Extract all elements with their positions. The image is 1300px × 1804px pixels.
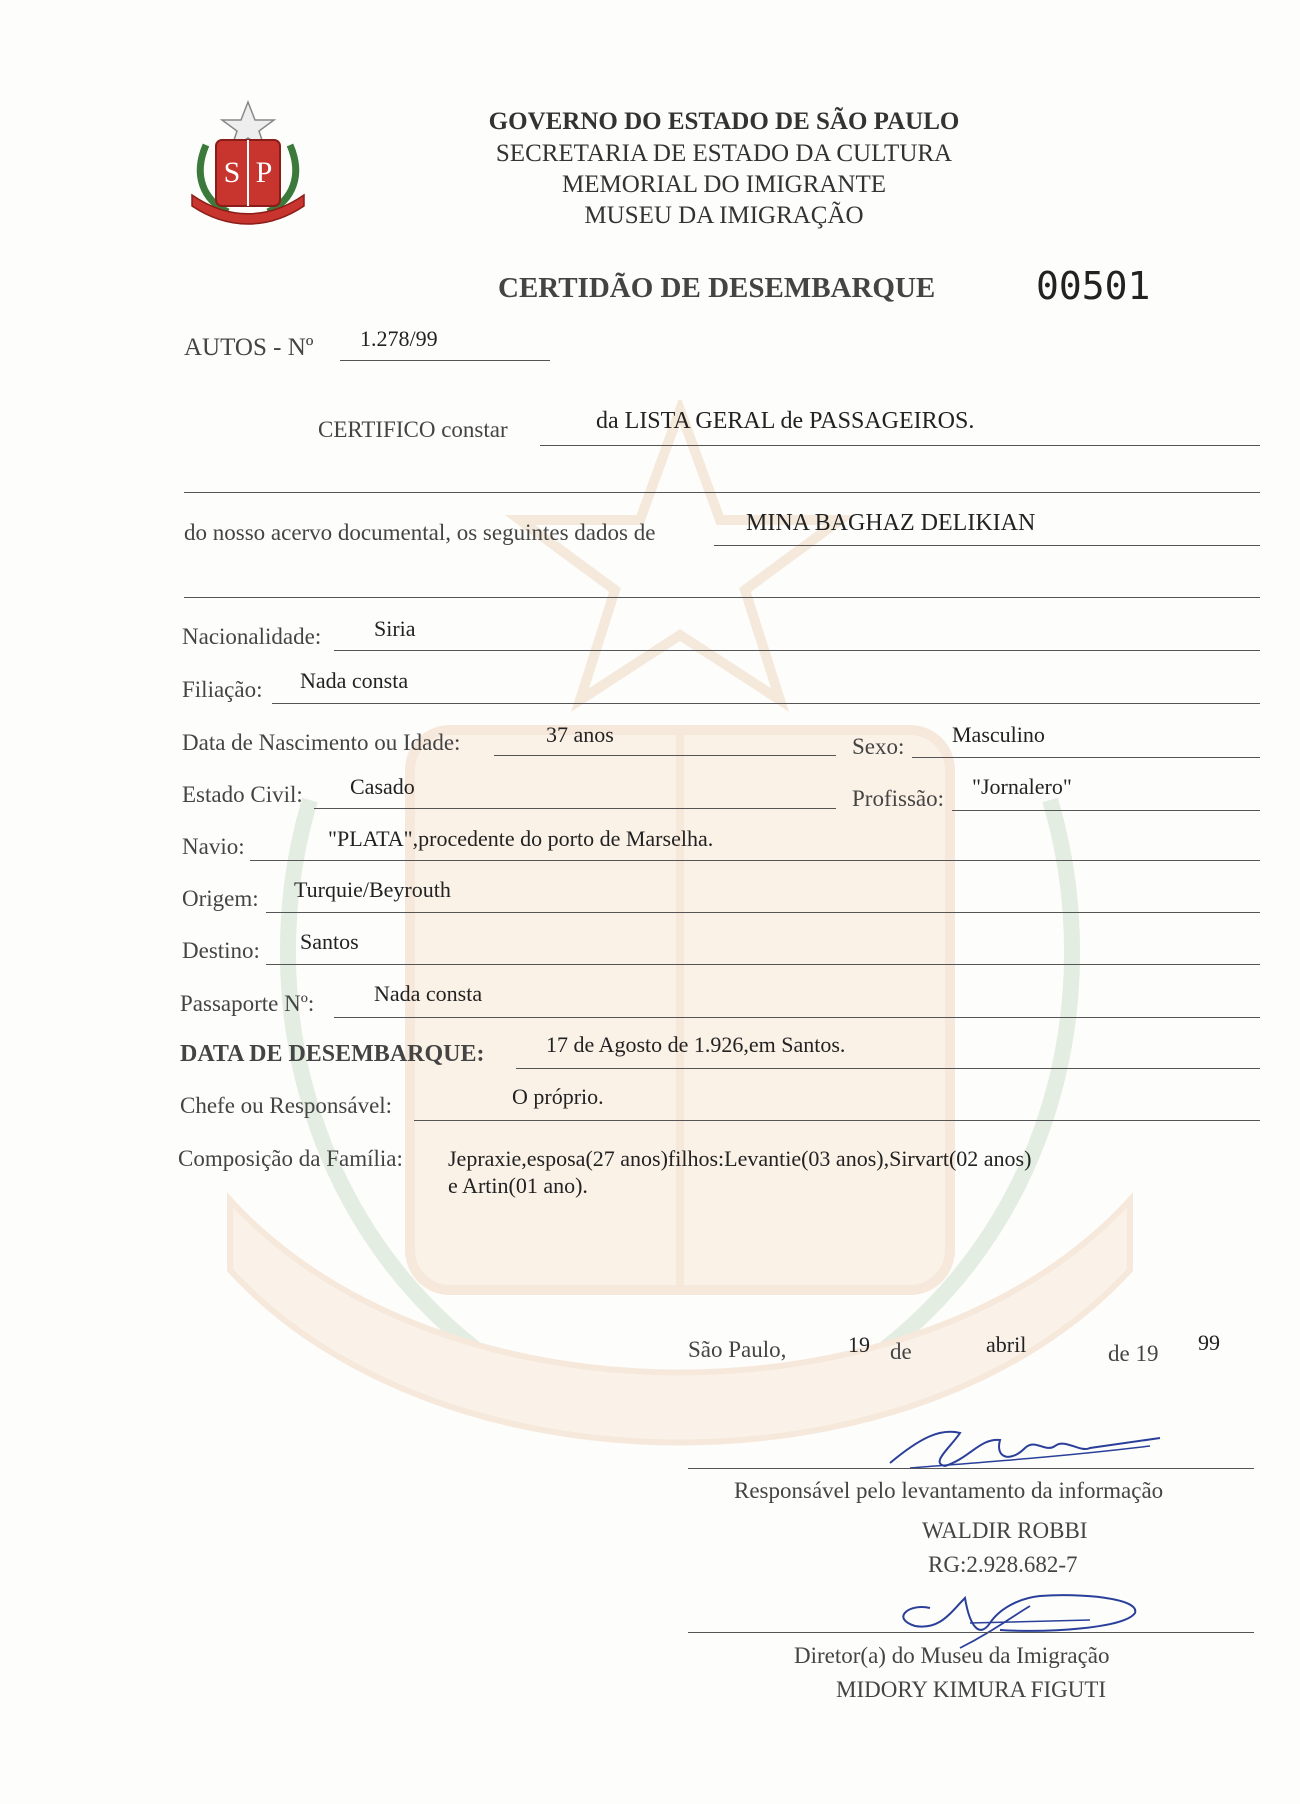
autos-value: 1.278/99 — [360, 326, 438, 351]
certifico-value: da LISTA GERAL de PASSAGEIROS. — [596, 408, 975, 434]
nascimento-label: Data de Nascimento ou Idade: — [182, 730, 461, 755]
header-line-1: GOVERNO DO ESTADO DE SÃO PAULO — [488, 108, 960, 135]
certificate-title: CERTIDÃO DE DESEMBARQUE — [498, 272, 936, 304]
nascimento-value: 37 anos — [546, 722, 614, 747]
estado-civil-label: Estado Civil: — [182, 782, 303, 807]
desembarque-value: 17 de Agosto de 1.926,em Santos. — [546, 1032, 846, 1057]
date-city: São Paulo, — [688, 1337, 787, 1362]
chefe-label: Chefe ou Responsável: — [180, 1093, 393, 1118]
date-de-2: de 19 — [1108, 1341, 1159, 1366]
responsavel-title: Responsável pelo levantamento da informação — [734, 1478, 1164, 1503]
acervo-label: do nosso acervo documental, os seguintes dados de — [184, 520, 656, 545]
familia-line-1: Jepraxie,esposa(27 anos)filhos:Levantie(03 anos),Sirvart(02 anos) — [448, 1146, 1032, 1171]
familia-line-2: e Artin(01 ano). — [448, 1173, 588, 1198]
svg-text:S: S — [223, 156, 241, 189]
date-year: 99 — [1198, 1330, 1220, 1355]
profissao-label: Profissão: — [852, 786, 944, 811]
nacionalidade-value: Siria — [374, 616, 416, 641]
chefe-value: O próprio. — [512, 1084, 604, 1109]
responsavel-name: WALDIR ROBBI — [922, 1518, 1088, 1543]
passenger-name: MINA BAGHAZ DELIKIAN — [746, 510, 1036, 536]
origem-label: Origem: — [182, 886, 259, 911]
sp-state-seal — [188, 100, 308, 225]
autos-label: AUTOS - Nº — [184, 334, 314, 361]
responsavel-rg: RG:2.928.682-7 — [928, 1552, 1078, 1577]
diretor-name: MIDORY KIMURA FIGUTI — [836, 1677, 1107, 1702]
familia-label: Composição da Família: — [178, 1146, 403, 1171]
estado-civil-value: Casado — [350, 774, 415, 799]
desembarque-label: DATA DE DESEMBARQUE: — [180, 1041, 485, 1067]
svg-text:P: P — [255, 156, 273, 189]
header-line-2: SECRETARIA DE ESTADO DA CULTURA — [495, 140, 953, 167]
profissao-value: "Jornalero" — [972, 774, 1072, 799]
filiacao-value: Nada consta — [300, 668, 409, 693]
sexo-value: Masculino — [952, 722, 1045, 747]
navio-label: Navio: — [182, 834, 245, 859]
signature-responsavel — [850, 1408, 1170, 1480]
destino-label: Destino: — [182, 938, 260, 963]
origem-value: Turquie/Beyrouth — [294, 877, 451, 902]
sexo-label: Sexo: — [852, 734, 905, 759]
passaporte-label: Passaporte Nº: — [180, 991, 315, 1016]
date-day: 19 — [848, 1332, 870, 1357]
date-month: abril — [986, 1332, 1027, 1357]
navio-value: "PLATA",procedente do porto de Marselha. — [328, 826, 714, 851]
nacionalidade-label: Nacionalidade: — [182, 624, 322, 649]
date-de-1: de — [890, 1339, 912, 1364]
filiacao-label: Filiação: — [182, 677, 263, 702]
header-line-3: MEMORIAL DO IMIGRANTE — [561, 171, 887, 198]
certifico-label: CERTIFICO constar — [318, 417, 508, 442]
diretor-title: Diretor(a) do Museu da Imigração — [794, 1643, 1110, 1668]
destino-value: Santos — [300, 929, 359, 954]
header-line-4: MUSEU DA IMIGRAÇÃO — [584, 202, 864, 229]
passaporte-value: Nada consta — [374, 981, 483, 1006]
certificate-number: 00501 — [1036, 264, 1151, 308]
